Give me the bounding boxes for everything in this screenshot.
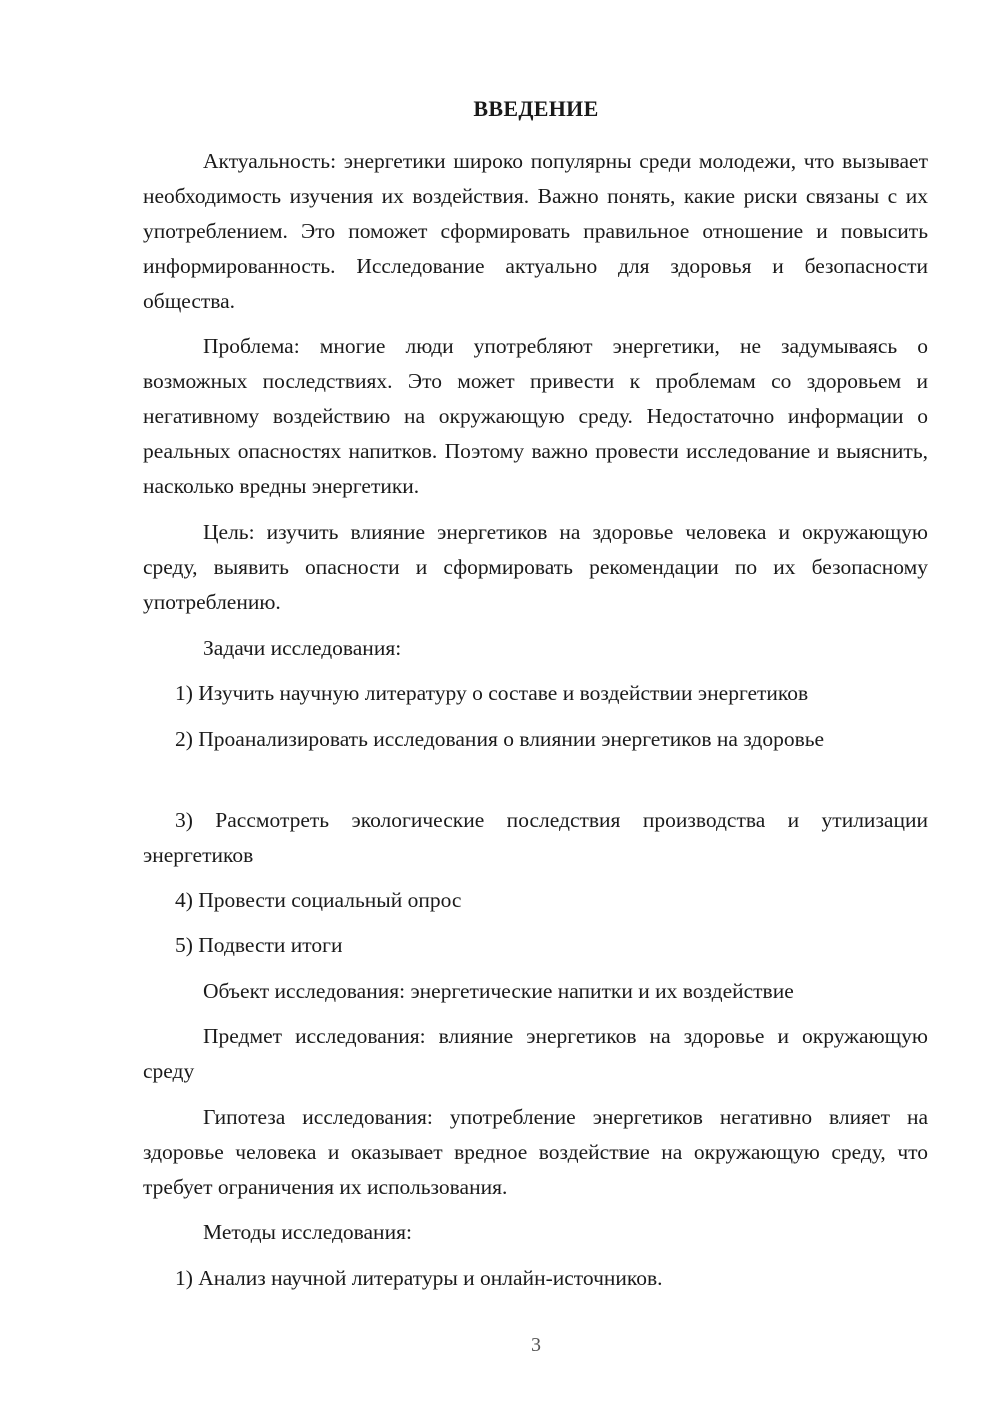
paragraph-object: Объект исследования: энергетические напитки и их воздействие	[203, 979, 794, 1003]
page-number: 3	[531, 1334, 541, 1356]
task-item-4: 4) Провести социальный опрос	[175, 888, 462, 912]
methods-heading: Методы исследования:	[203, 1220, 412, 1244]
task-item-3: 3) Рассмотреть экологические последствия производства и утилизации энергетиков	[143, 808, 928, 867]
task-item-2: 2) Проанализировать исследования о влиянии энергетиков на здоровье	[175, 727, 825, 751]
paragraph-subject: Предмет исследования: влияние энергетиков на здоровье и окружающую среду	[143, 1024, 928, 1083]
task-item-1: 1) Изучить научную литературу о составе и воздействии энергетиков	[175, 681, 809, 705]
method-item-1: 1) Анализ научной литературы и онлайн-источников.	[175, 1266, 663, 1290]
task-item-5: 5) Подвести итоги	[175, 933, 343, 957]
tasks-heading: Задачи исследования:	[203, 636, 402, 660]
paragraph-relevance: Актуальность: энергетики широко популярны среди молодежи, что вызывает необходимость изучения их воздействия. Важно понять, какие риски связаны с их употреблением. Это поможет сформировать правильное отношение и повысить информированность. Исследование актуально для здоровья и безопасности общества.	[143, 149, 928, 313]
paragraph-goal: Цель: изучить влияние энергетиков на здоровье человека и окружающую среду, выявить опасности и сформировать рекомендации по их безопасному употреблению.	[143, 520, 928, 614]
section-title: ВВЕДЕНИЕ	[473, 96, 599, 121]
paragraph-problem: Проблема: многие люди употребляют энергетики, не задумываясь о возможных последствиях. Это может привести к проблемам со здоровьем и негативному воздействию на окружающую среду. Недостаточно информации о реальных опасностях напитков. Поэтому важно провести исследование и выяснить, насколько вредны энергетики.	[143, 334, 928, 498]
paragraph-hypothesis: Гипотеза исследования: употребление энергетиков негативно влияет на здоровье человека и оказывает вредное воздействие на окружающую среду, что требует ограничения их использования.	[143, 1105, 928, 1199]
